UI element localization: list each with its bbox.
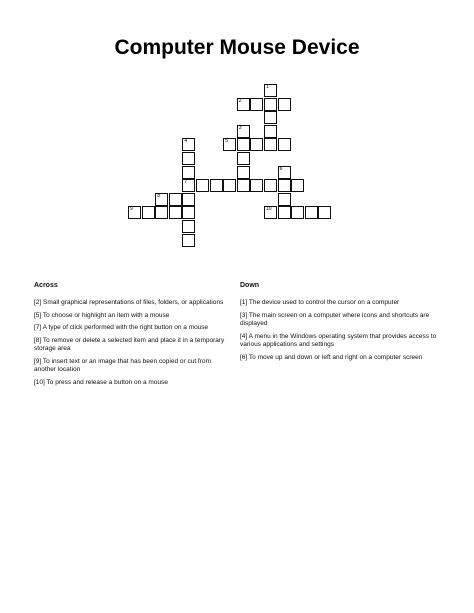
crossword-cell[interactable] [278,193,291,206]
crossword-cell[interactable] [250,98,263,111]
crossword-cell[interactable] [155,193,168,206]
across-heading: Across [34,282,58,289]
clue-number: 3 [238,124,242,131]
clue-number: 9 [130,206,133,213]
crossword-cell[interactable] [264,138,277,151]
clue-number: [6] [240,353,248,361]
crossword-cell[interactable] [182,166,195,179]
crossword-cell[interactable] [237,98,250,111]
crossword-cell[interactable] [223,138,236,151]
crossword-cell[interactable] [264,98,277,111]
clue-item [34,299,228,308]
down-heading: Down [240,282,260,289]
crossword-cell[interactable] [278,138,291,151]
clue-text: Small graphical representations of files, folders, or applications [41,299,224,306]
clue-number: 7 [184,179,188,186]
clue-text: The main screen on a computer where icons and shortcuts are displayed [240,311,430,327]
clue-text: To choose or highlight an item with a mouse [41,311,170,319]
across-clues [34,282,228,391]
clue-number: [3] [240,311,248,319]
crossword-cell[interactable] [182,179,195,192]
crossword-cell[interactable] [128,206,141,219]
crossword-cell[interactable] [264,84,277,97]
clue-number: 6 [279,165,283,172]
clue-number: [4] [240,332,248,340]
crossword-cell[interactable] [182,234,195,247]
crossword-cell[interactable] [318,206,331,219]
clue-number: 2 [238,97,242,104]
clue-text: A menu in the Windows operating system that provides access to various applications and settings [240,332,437,348]
crossword-cell[interactable] [250,138,263,151]
crossword-cell[interactable] [182,152,195,165]
down-clues [240,282,440,366]
clue-number: [2] [34,299,42,306]
clue-item [34,324,228,333]
clue-number: [8] [34,336,42,344]
crossword-cell[interactable] [278,166,291,179]
crossword-cell[interactable] [237,179,250,192]
crossword-cell[interactable] [264,206,277,219]
crossword-cell[interactable] [210,179,223,192]
clue-number: 5 [225,138,228,145]
clue-item [240,312,440,329]
crossword-cell[interactable] [291,179,304,192]
clue-number: 1 [266,84,269,90]
clue-number: 8 [157,192,160,199]
crossword-cell[interactable] [278,98,291,111]
clue-item [34,358,228,375]
across-clue-list [34,299,228,387]
clue-item [240,299,440,308]
page-title: Computer Mouse Device [114,36,360,59]
crossword-cell[interactable] [237,152,250,165]
clue-item [34,312,228,321]
clue-item [240,354,440,363]
crossword-cell[interactable] [169,206,182,219]
clue-text: To press and release a button on a mouse [44,378,168,386]
crossword-cell[interactable] [182,138,195,151]
crossword-cell[interactable] [291,206,304,219]
crossword-cell[interactable] [155,206,168,219]
crossword-cell[interactable] [182,193,195,206]
clue-item [240,333,440,350]
crossword-cell[interactable] [278,206,291,219]
crossword-cell[interactable] [237,125,250,138]
crossword-grid [0,0,474,270]
clue-item [34,337,228,354]
crossword-cell[interactable] [142,206,155,219]
clue-text: To move up and down or left and right on a computer screen [247,353,423,361]
crossword-cell[interactable] [182,206,195,219]
clue-number: [10] [34,378,45,386]
crossword-cell[interactable] [223,179,236,192]
clue-text: To insert text or an image that has been copied or cut from another location [34,357,211,373]
clue-item [34,379,228,388]
clue-number: [9] [34,357,42,365]
clue-number: [5] [34,311,42,319]
crossword-cell[interactable] [264,125,277,138]
crossword-cell[interactable] [182,220,195,233]
clue-text: The device used to control the cursor on a computer [247,299,400,306]
clue-number: [7] [34,324,42,331]
clue-number: 4 [184,138,188,145]
crossword-cell[interactable] [237,138,250,151]
crossword-cell[interactable] [169,193,182,206]
clue-number: [1] [240,299,248,306]
crossword-cell[interactable] [264,179,277,192]
down-clue-list [240,299,440,362]
clue-text: To remove or delete a selected item and place it in a temporary storage area [34,336,225,352]
crossword-cell[interactable] [278,179,291,192]
clue-text: A type of click performed with the right button on a mouse [41,324,209,331]
crossword-cell[interactable] [250,179,263,192]
clue-number: 10 [266,206,272,213]
crossword-cell[interactable] [237,166,250,179]
crossword-cell[interactable] [196,179,209,192]
crossword-cell[interactable] [264,111,277,124]
crossword-cell[interactable] [305,206,318,219]
